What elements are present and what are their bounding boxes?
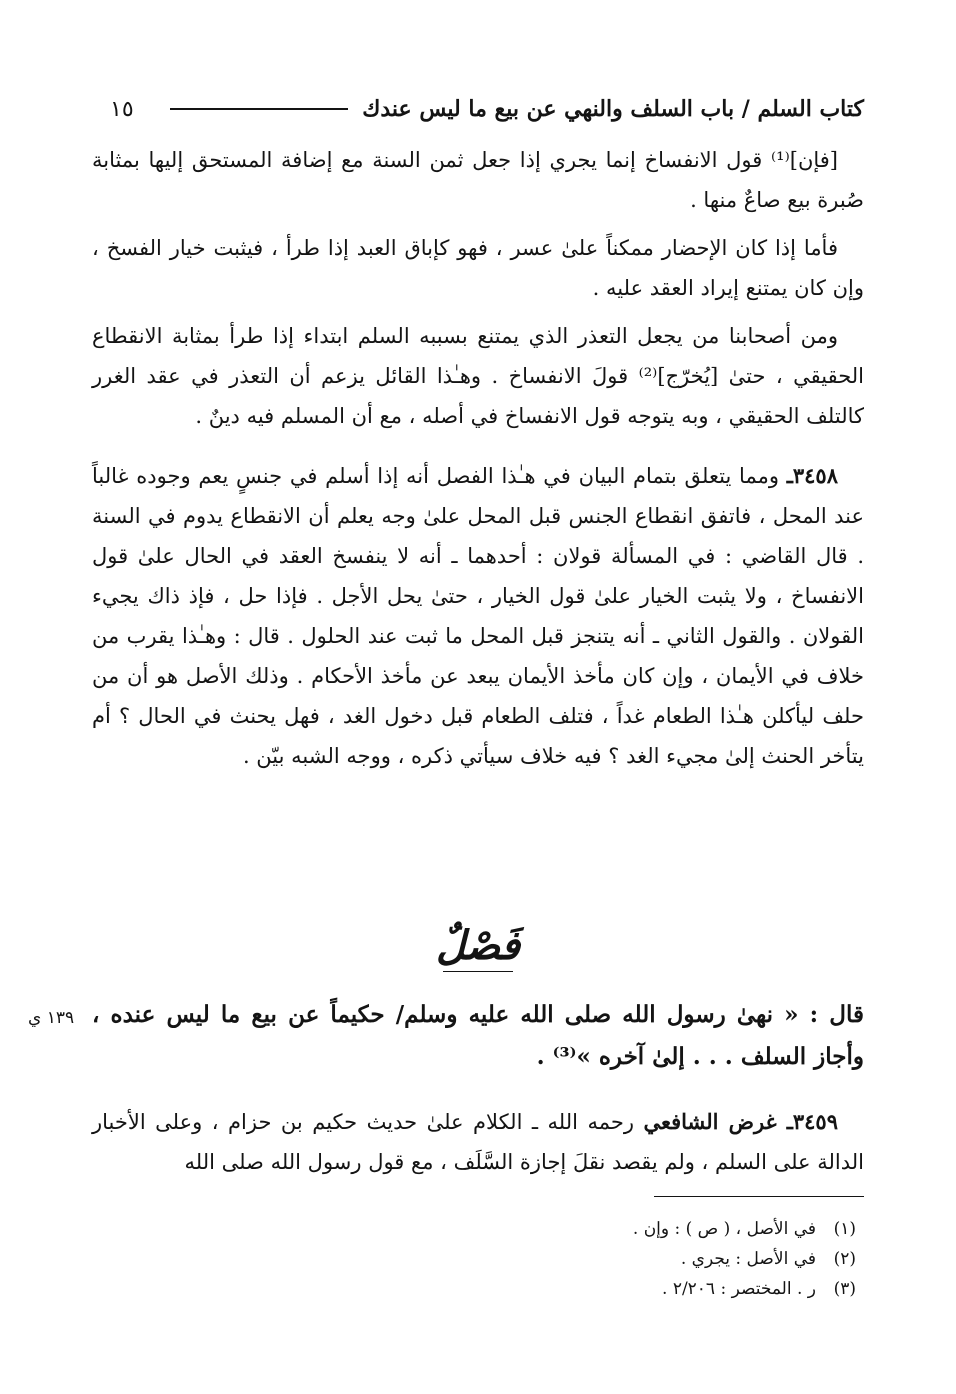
- paragraph-1: [فإن]⁽¹⁾ قول الانفساخ إنما يجري إذا جعل ثمن السنة مع إضافة المستحق إليها بمثابة صُبرة بيع صاعٌ منها .: [92, 148, 864, 212]
- footnote-number: (١): [833, 1219, 856, 1239]
- paragraph-3459: [92, 1102, 864, 1182]
- paragraph-3459-lead: غرض الشافعي: [643, 1109, 787, 1134]
- paragraph-3459-text: رحمه الله ـ الكلام علىٰ حديث حكيم بن حزام ، وعلى الأخبار الدالة على السلم ، ولم يقصد نقلَ إجازة السَّلَف ، مع قول رسول الله صلى الله: [92, 1110, 864, 1174]
- paragraph-3458-text: ومما يتعلق بتمام البيان في هـٰذا الفصل أنه إذا أسلم في جنسٍ يعم وجوده غالباً عند المحل ، فاتفق انقطاع الجنس قبل المحل علىٰ وجه يعلم أن الانقطاع يدوم في السنة . قال القاضي : في المسألة قولان : أحدهما ـ أنه لا ينفسخ العقد في الحال علىٰ قول الانفساخ ، ولا يثبت الخيار علىٰ قول الخيار ، حتىٰ يحل الأجل . فإذا حل ، فإذ ذاك يجيء القولان . والقول الثاني ـ أنه يتنجز قبل المحل ما ثبت عند الحلول . قال : وهـٰذا يقرب من خلاف في الأيمان ، وإن كان مأخذ الأيمان يبعد عن مأخذ الأحكام . وذلك الأصل هو أن من حلف ليأكلن هـٰذا الطعام غداً ، فتلف الطعام قبل دخول الغد ، فهل يحنث في الحال ؟ أم يتأخر الحنث إلىٰ مجيء الغد ؟ فيه خلاف سيأتي ذكره ، ووجه الشبه بيّن .: [92, 464, 864, 768]
- running-header: [110, 92, 864, 126]
- marginal-reference: ١٣٩ ي: [28, 1008, 75, 1028]
- footnote-text: في الأصل : يجري .: [680, 1249, 816, 1269]
- paragraph-number-3459: ٣٤٥٩ـ: [786, 1109, 838, 1134]
- page-number: ١٥: [110, 96, 134, 122]
- paragraph-number-3458: ٣٤٥٨ـ: [786, 463, 838, 488]
- footnote-1: [300, 1214, 856, 1244]
- paragraph-3458: [92, 456, 864, 776]
- footnote-2: [300, 1244, 856, 1274]
- paragraph-2: فأما إذا كان الإحضار ممكناً علىٰ عسر ، فهو كإباق العبد إذا طرأ ، فيثبت خيار الفسخ ، وإن كان يمتنع إيراد العقد عليه .: [92, 236, 864, 300]
- footnote-divider: [654, 1196, 864, 1197]
- paragraph-3: ومن أصحابنا من يجعل التعذر الذي يمتنع بسببه السلم ابتداء إذا طرأ بمثابة الانقطاع الحقيقي ، حتىٰ [يُخرّج]⁽²⁾ قولَ الانفساخ . وهـٰذا القائل يزعم أن التعذر في عقد الغرر كالتلف الحقيقي ، وبه يتوجه قول الانفساخ في أصله ، مع أن المسلم فيه دينٌ .: [92, 324, 864, 428]
- footnote-3: [300, 1274, 856, 1304]
- main-text: [92, 140, 864, 784]
- header-rule: [170, 108, 349, 110]
- footnote-text: ر . المختصر : ٢/٢٠٦ .: [662, 1279, 816, 1299]
- footnotes: [300, 1214, 856, 1304]
- header-title: كتاب السلم / باب السلف والنهي عن بيع ما ليس عندك: [362, 96, 864, 122]
- section-heading: فَصْلٌ: [0, 922, 956, 972]
- footnote-number: (٢): [833, 1249, 856, 1269]
- footnote-number: (٣): [833, 1279, 856, 1299]
- footnote-text: في الأصل ، ( ص ) : وإن .: [632, 1219, 816, 1239]
- quoted-text: قال : « نهىٰ رسول الله صلى الله عليه وسلم/ حكيماً عن بيع ما ليس عنده ، وأجاز السلف . . . إلىٰ آخره »⁽³⁾ .: [92, 1001, 864, 1070]
